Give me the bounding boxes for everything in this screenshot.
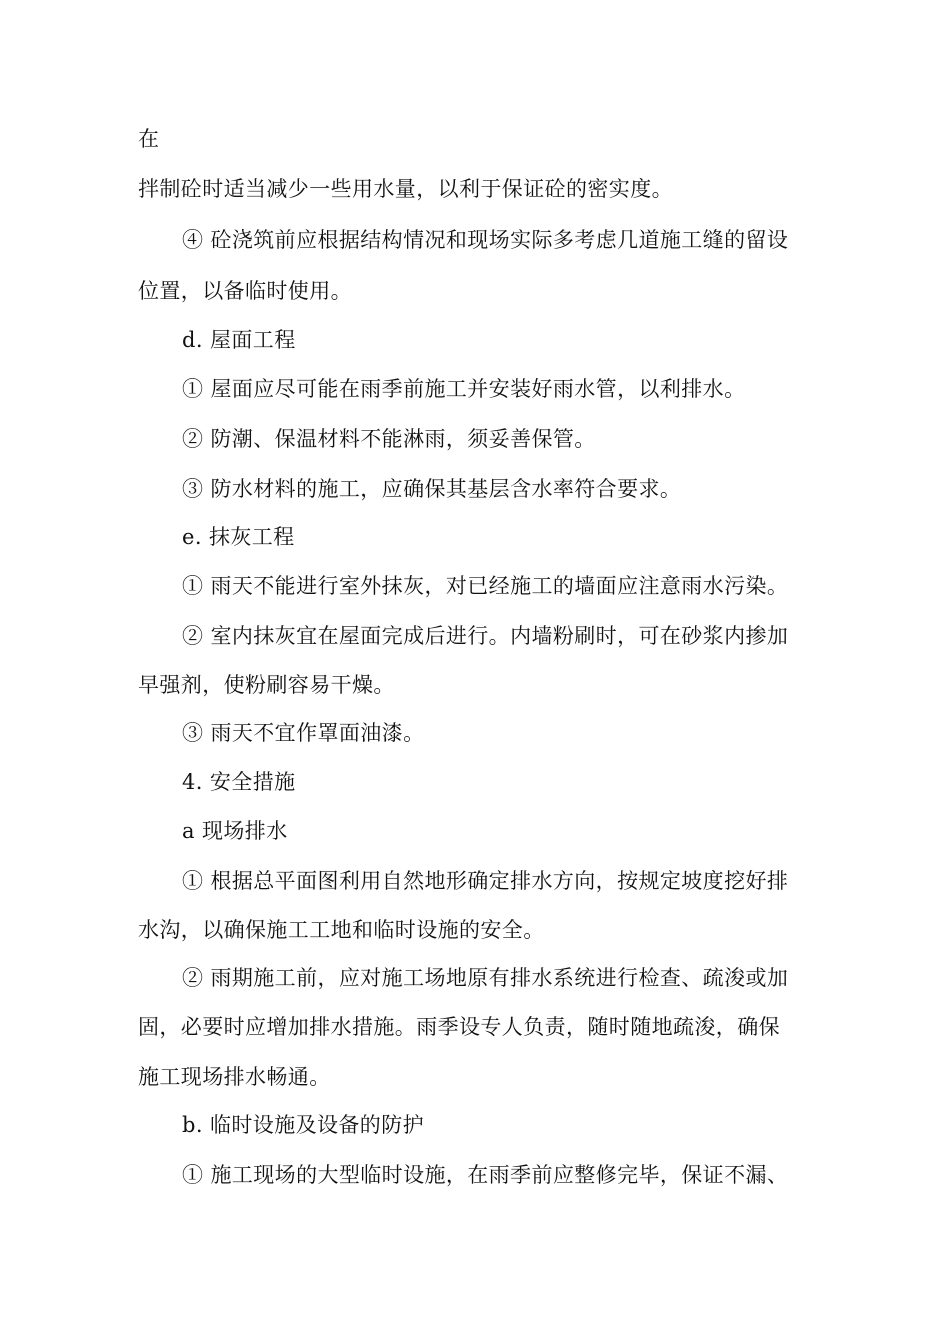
text-line-7: ② 防潮、保温材料不能淋雨，须妥善保管。: [182, 427, 596, 451]
text-line-1: 在: [138, 127, 160, 151]
text-line-11: ② 室内抹灰宜在屋面完成后进行。内墙粉刷时，可在砂浆内掺加: [182, 624, 789, 648]
text-line-12: 早强剂，使粉刷容易干燥。: [138, 673, 395, 697]
text-line-20: 施工现场排水畅通。: [138, 1065, 331, 1089]
section-heading-b: b. 临时设施及设备的防护: [182, 1113, 424, 1137]
text-line-6: ① 屋面应尽可能在雨季前施工并安装好雨水管，以利排水。: [182, 377, 746, 401]
text-line-3: ④ 砼浇筑前应根据结构情况和现场实际多考虑几道施工缝的留设: [182, 228, 789, 252]
text-line-16: ① 根据总平面图利用自然地形确定排水方向，按规定坡度挖好排: [182, 869, 789, 893]
text-line-4: 位置，以备临时使用。: [138, 279, 352, 303]
text-line-18: ② 雨期施工前，应对施工场地原有排水系统进行检查、疏浚或加: [182, 966, 789, 990]
text-line-13: ③ 雨天不宜作罩面油漆。: [182, 721, 425, 745]
text-line-19: 固，必要时应增加排水措施。雨季设专人负责，随时随地疏浚，确保: [138, 1015, 780, 1039]
text-line-2: 拌制砼时适当减少一些用水量，以利于保证砼的密实度。: [138, 177, 673, 201]
text-line-8: ③ 防水材料的施工，应确保其基层含水率符合要求。: [182, 477, 682, 501]
section-heading-a: a 现场排水: [182, 819, 288, 843]
text-line-22: ① 施工现场的大型临时设施，在雨季前应整修完毕，保证不漏、: [182, 1163, 789, 1187]
text-line-17: 水沟，以确保施工工地和临时设施的安全。: [138, 918, 545, 942]
section-heading-e: e. 抹灰工程: [182, 525, 295, 549]
section-heading-d: d. 屋面工程: [182, 328, 296, 352]
text-line-10: ① 雨天不能进行室外抹灰，对已经施工的墙面应注意雨水污染。: [182, 574, 789, 598]
section-heading-4: 4. 安全措施: [182, 770, 296, 794]
